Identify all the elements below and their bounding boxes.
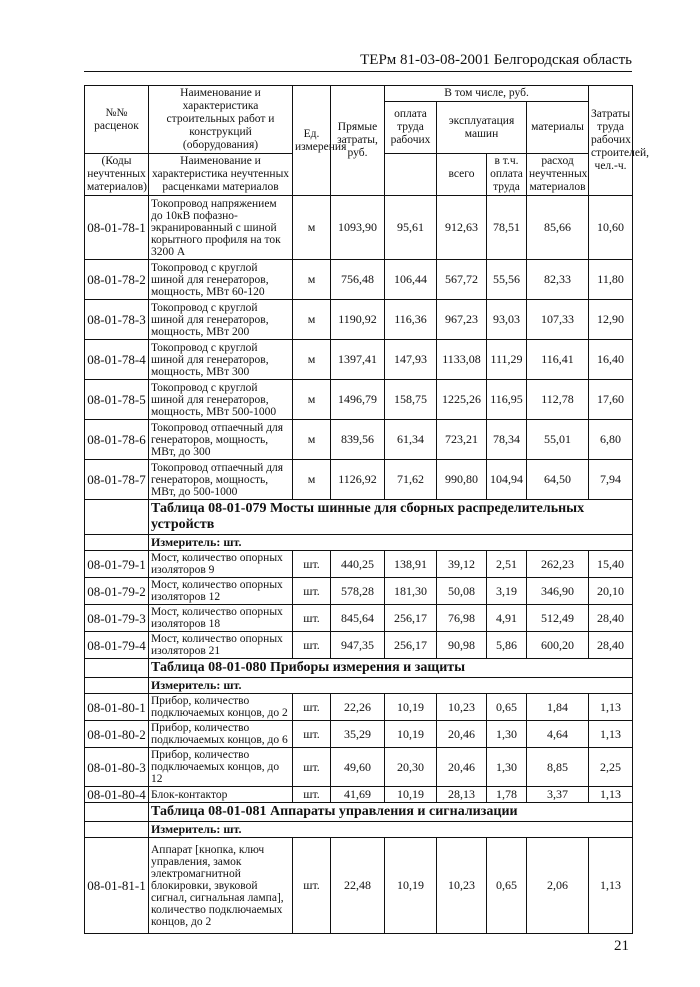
- meas-spacer: [85, 822, 149, 838]
- rate-unit: шт.: [293, 787, 331, 803]
- rate-labor-pay: 256,17: [385, 632, 437, 659]
- title-spacer: [85, 803, 149, 822]
- table-row: [85, 721, 633, 748]
- rate-machines-total: 20,46: [437, 721, 487, 748]
- rate-code: 08-01-79-2: [85, 578, 149, 605]
- rate-labor-hours: 7,94: [589, 460, 633, 500]
- table-row: [85, 460, 633, 500]
- rate-labor-hours: 16,40: [589, 340, 633, 380]
- rate-direct-cost: 49,60: [331, 748, 385, 787]
- rate-direct-cost: 845,64: [331, 605, 385, 632]
- rate-unit: шт.: [293, 721, 331, 748]
- rate-machines-pay: 0,65: [487, 838, 527, 934]
- col-header-direct: Прямые затраты, руб.: [331, 86, 385, 196]
- rate-machines-total: 10,23: [437, 838, 487, 934]
- rate-machines-total: 567,72: [437, 260, 487, 300]
- rate-direct-cost: 35,29: [331, 721, 385, 748]
- table-row: [85, 380, 633, 420]
- rate-machines-total: 967,23: [437, 300, 487, 340]
- rate-unit: шт.: [293, 748, 331, 787]
- rate-machines-total: 723,21: [437, 420, 487, 460]
- rate-machines-pay: 78,51: [487, 196, 527, 260]
- col-header-incl: В том числе, руб.: [385, 86, 589, 102]
- rate-code: 08-01-78-1: [85, 196, 149, 260]
- rate-machines-total: 10,23: [437, 694, 487, 721]
- rate-labor-hours: 2,25: [589, 748, 633, 787]
- rate-code: 08-01-80-3: [85, 748, 149, 787]
- rate-materials: 112,78: [527, 380, 589, 420]
- rate-labor-pay: 61,34: [385, 420, 437, 460]
- rate-machines-total: 50,08: [437, 578, 487, 605]
- col-header-code: №№ расценок: [85, 86, 149, 154]
- rate-labor-pay: 106,44: [385, 260, 437, 300]
- rate-labor-pay: 158,75: [385, 380, 437, 420]
- rate-code: 08-01-79-1: [85, 551, 149, 578]
- rate-materials: 8,85: [527, 748, 589, 787]
- rate-materials: 4,64: [527, 721, 589, 748]
- rate-materials: 346,90: [527, 578, 589, 605]
- table-row: [85, 420, 633, 460]
- col-header-code2: (Коды неучтенных материалов): [85, 154, 149, 196]
- rate-labor-hours: 6,80: [589, 420, 633, 460]
- rate-name: Токопровод с круглой шиной для генераторов, мощность, МВт 60-120: [149, 260, 293, 300]
- rate-unit: м: [293, 420, 331, 460]
- table-title: Таблица 08-01-081 Аппараты управления и сигнализации: [149, 803, 633, 822]
- rate-name: Токопровод с круглой шиной для генераторов, мощность, МВт 200: [149, 300, 293, 340]
- rate-machines-total: 20,46: [437, 748, 487, 787]
- rate-labor-hours: 10,60: [589, 196, 633, 260]
- rate-direct-cost: 22,48: [331, 838, 385, 934]
- rate-unit: шт.: [293, 605, 331, 632]
- rate-code: 08-01-79-3: [85, 605, 149, 632]
- rate-machines-pay: 3,19: [487, 578, 527, 605]
- rate-unit: м: [293, 260, 331, 300]
- rate-labor-pay: 256,17: [385, 605, 437, 632]
- rate-direct-cost: 947,35: [331, 632, 385, 659]
- col-header-materials: материалы: [527, 102, 589, 154]
- rate-direct-cost: 1126,92: [331, 460, 385, 500]
- page-number: 21: [614, 938, 629, 954]
- rate-labor-hours: 28,40: [589, 632, 633, 659]
- rate-labor-pay: 10,19: [385, 721, 437, 748]
- rate-materials: 2,06: [527, 838, 589, 934]
- table-row: [85, 260, 633, 300]
- rate-unit: шт.: [293, 632, 331, 659]
- table-row: [85, 632, 633, 659]
- rate-materials: 55,01: [527, 420, 589, 460]
- rate-name: Токопровод напряжением до 10кВ пофазно-экранированный с шиной корытного профиля на ток 3200 А: [149, 196, 293, 260]
- rate-unit: шт.: [293, 694, 331, 721]
- rate-code: 08-01-78-5: [85, 380, 149, 420]
- rate-direct-cost: 41,69: [331, 787, 385, 803]
- rate-unit: шт.: [293, 838, 331, 934]
- rate-direct-cost: 440,25: [331, 551, 385, 578]
- rate-labor-pay: 71,62: [385, 460, 437, 500]
- rate-direct-cost: 22,26: [331, 694, 385, 721]
- col-header-labor-pay: оплата труда рабочих: [385, 102, 437, 154]
- rate-machines-pay: 5,86: [487, 632, 527, 659]
- title-spacer: [85, 659, 149, 678]
- rate-machines-pay: 104,94: [487, 460, 527, 500]
- rate-labor-hours: 11,80: [589, 260, 633, 300]
- rate-labor-hours: 1,13: [589, 787, 633, 803]
- rate-direct-cost: 756,48: [331, 260, 385, 300]
- rate-machines-total: 1225,26: [437, 380, 487, 420]
- rate-name: Прибор, количество подключаемых концов, до 2: [149, 694, 293, 721]
- rate-code: 08-01-78-2: [85, 260, 149, 300]
- rate-name: Аппарат [кнопка, ключ управления, замок электромагнитной блокировки, звуковой сигнал, сигнальная лампа], количество подключаемых концов, до 2: [149, 838, 293, 934]
- rate-labor-pay: 20,30: [385, 748, 437, 787]
- rate-name: Токопровод отпаечный для генераторов, мощность, МВт, до 300: [149, 420, 293, 460]
- col-header-labor: Затраты труда рабочих строителей, чел.-ч.: [589, 86, 633, 196]
- rate-machines-pay: 78,34: [487, 420, 527, 460]
- rate-machines-pay: 116,95: [487, 380, 527, 420]
- rate-labor-pay: 10,19: [385, 787, 437, 803]
- rates-table: [84, 85, 649, 934]
- rate-labor-hours: 15,40: [589, 551, 633, 578]
- rate-materials: 262,23: [527, 551, 589, 578]
- table-row: [85, 340, 633, 380]
- rate-labor-hours: 1,13: [589, 838, 633, 934]
- rate-direct-cost: 578,28: [331, 578, 385, 605]
- rate-unit: шт.: [293, 551, 331, 578]
- measure-unit: Измеритель: шт.: [149, 535, 633, 551]
- rate-labor-pay: 10,19: [385, 838, 437, 934]
- rate-materials: 3,37: [527, 787, 589, 803]
- rate-materials: 107,33: [527, 300, 589, 340]
- rate-labor-hours: 1,13: [589, 694, 633, 721]
- table-row: [85, 300, 633, 340]
- rate-code: 08-01-80-1: [85, 694, 149, 721]
- rate-direct-cost: 839,56: [331, 420, 385, 460]
- rate-name: Мост, количество опорных изоляторов 9: [149, 551, 293, 578]
- rate-machines-pay: 2,51: [487, 551, 527, 578]
- rate-name: Прибор, количество подключаемых концов, до 6: [149, 721, 293, 748]
- rate-materials: 82,33: [527, 260, 589, 300]
- table-title: Таблица 08-01-079 Мосты шинные для сборных распределительных устройств: [149, 500, 633, 535]
- rate-machines-pay: 1,78: [487, 787, 527, 803]
- col-header-mat-use: расход неучтенных материалов: [527, 154, 589, 196]
- rate-name: Мост, количество опорных изоляторов 12: [149, 578, 293, 605]
- rate-name: Токопровод с круглой шиной для генераторов, мощность, МВт 500-1000: [149, 380, 293, 420]
- rate-machines-pay: 93,03: [487, 300, 527, 340]
- header-rule: [84, 71, 632, 72]
- rate-code: 08-01-78-6: [85, 420, 149, 460]
- rate-labor-pay: 116,36: [385, 300, 437, 340]
- rate-machines-pay: 1,30: [487, 748, 527, 787]
- rate-materials: 1,84: [527, 694, 589, 721]
- rate-unit: м: [293, 340, 331, 380]
- rate-machines-total: 912,63: [437, 196, 487, 260]
- table-row: [85, 578, 633, 605]
- rate-materials: 64,50: [527, 460, 589, 500]
- page-header: ТЕРм 81-03-08-2001 Белгородская область: [360, 52, 632, 68]
- rate-code: 08-01-80-2: [85, 721, 149, 748]
- rate-code: 08-01-78-4: [85, 340, 149, 380]
- rate-machines-total: 28,13: [437, 787, 487, 803]
- rate-machines-pay: 0,65: [487, 694, 527, 721]
- rate-labor-pay: 138,91: [385, 551, 437, 578]
- col-header-name: Наименование и характеристика строительных работ и конструкций (оборудования): [149, 86, 293, 154]
- table-row: [85, 551, 633, 578]
- rate-direct-cost: 1496,79: [331, 380, 385, 420]
- rate-materials: 116,41: [527, 340, 589, 380]
- rate-code: 08-01-79-4: [85, 632, 149, 659]
- rate-unit: м: [293, 460, 331, 500]
- rate-name: Токопровод отпаечный для генераторов, мощность, МВт, до 500-1000: [149, 460, 293, 500]
- rate-machines-total: 76,98: [437, 605, 487, 632]
- table-row: [85, 748, 633, 787]
- rate-labor-pay: 95,61: [385, 196, 437, 260]
- rate-machines-total: 990,80: [437, 460, 487, 500]
- rate-code: 08-01-78-3: [85, 300, 149, 340]
- rate-machines-total: 90,98: [437, 632, 487, 659]
- col-header-empty: [385, 154, 437, 196]
- rate-machines-total: 1133,08: [437, 340, 487, 380]
- rate-machines-pay: 4,91: [487, 605, 527, 632]
- table-row: [85, 787, 633, 803]
- rate-machines-pay: 111,29: [487, 340, 527, 380]
- col-header-machines: эксплуатация машин: [437, 102, 527, 154]
- table-title: Таблица 08-01-080 Приборы измерения и защиты: [149, 659, 633, 678]
- col-header-incl-pay: в т.ч. оплата труда: [487, 154, 527, 196]
- rate-unit: м: [293, 196, 331, 260]
- rate-code: 08-01-80-4: [85, 787, 149, 803]
- rate-unit: м: [293, 380, 331, 420]
- rate-machines-pay: 55,56: [487, 260, 527, 300]
- rate-name: Прибор, количество подключаемых концов, до 12: [149, 748, 293, 787]
- rate-labor-pay: 147,93: [385, 340, 437, 380]
- rate-direct-cost: 1093,90: [331, 196, 385, 260]
- rate-name: Токопровод с круглой шиной для генераторов, мощность, МВт 300: [149, 340, 293, 380]
- rate-name: Мост, количество опорных изоляторов 18: [149, 605, 293, 632]
- rate-direct-cost: 1190,92: [331, 300, 385, 340]
- meas-spacer: [85, 535, 149, 551]
- rate-code: 08-01-78-7: [85, 460, 149, 500]
- col-header-total: всего: [437, 154, 487, 196]
- table-row: [85, 694, 633, 721]
- rate-labor-hours: 20,10: [589, 578, 633, 605]
- rate-labor-hours: 28,40: [589, 605, 633, 632]
- rate-direct-cost: 1397,41: [331, 340, 385, 380]
- rate-name: Блок-контактор: [149, 787, 293, 803]
- table-row: [85, 196, 633, 260]
- rate-unit: шт.: [293, 578, 331, 605]
- rate-materials: 600,20: [527, 632, 589, 659]
- title-spacer: [85, 500, 149, 535]
- rate-machines-pay: 1,30: [487, 721, 527, 748]
- meas-spacer: [85, 678, 149, 694]
- col-header-unit: Ед. измерения: [293, 86, 331, 196]
- rate-machines-total: 39,12: [437, 551, 487, 578]
- rate-name: Мост, количество опорных изоляторов 21: [149, 632, 293, 659]
- table-row: [85, 838, 633, 934]
- rate-labor-pay: 10,19: [385, 694, 437, 721]
- rate-labor-hours: 1,13: [589, 721, 633, 748]
- measure-unit: Измеритель: шт.: [149, 678, 633, 694]
- rate-materials: 512,49: [527, 605, 589, 632]
- col-header-name2: Наименование и характеристика неучтенных расценками материалов: [149, 154, 293, 196]
- rate-labor-hours: 17,60: [589, 380, 633, 420]
- rate-unit: м: [293, 300, 331, 340]
- rate-labor-hours: 12,90: [589, 300, 633, 340]
- rate-materials: 85,66: [527, 196, 589, 260]
- rate-labor-pay: 181,30: [385, 578, 437, 605]
- rate-code: 08-01-81-1: [85, 838, 149, 934]
- table-row: [85, 605, 633, 632]
- measure-unit: Измеритель: шт.: [149, 822, 633, 838]
